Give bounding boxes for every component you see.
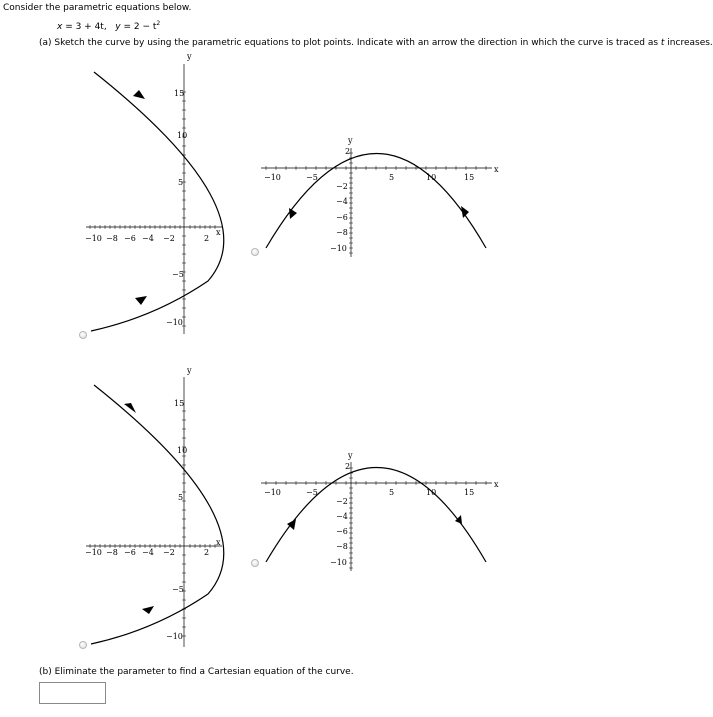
y-axis-label: y	[348, 136, 353, 145]
y-tick-label: −10	[166, 318, 183, 327]
y-tick-label: 10	[177, 446, 188, 455]
direction-arrow	[461, 206, 469, 218]
direction-arrow	[289, 208, 297, 219]
y-tick-label: 10	[177, 131, 188, 140]
x-tick-label: −5	[306, 173, 318, 182]
direction-arrow	[135, 296, 147, 305]
part-a-text-end: increases.	[664, 38, 713, 48]
x-tick-label: −10	[85, 548, 102, 557]
option-c-radio[interactable]	[79, 641, 87, 649]
eq-x-rhs: = 3 + 4t,	[62, 22, 107, 32]
y-tick-label: −5	[172, 585, 184, 594]
x-tick-label: −10	[264, 173, 281, 182]
y-tick-label: 5	[178, 493, 184, 502]
y-tick-label: 5	[178, 178, 184, 187]
y-tick-label: −2	[336, 182, 348, 191]
curve	[91, 385, 224, 644]
x-axis-label: x	[494, 480, 499, 489]
x-tick-label: −6	[124, 548, 136, 557]
x-tick-label: −6	[124, 234, 136, 243]
direction-arrow	[133, 90, 145, 99]
x-tick-label: 5	[389, 173, 395, 182]
y-tick-label: 15	[174, 399, 185, 408]
y-tick-label: −8	[336, 228, 348, 237]
x-tick-label: −10	[85, 234, 102, 243]
x-tick-label: −10	[264, 488, 281, 497]
y-tick-label: −5	[172, 270, 184, 279]
cartesian-equation-input[interactable]	[39, 682, 106, 704]
curve	[91, 72, 224, 331]
y-axis-label: y	[348, 451, 353, 460]
x-tick-label: 2	[204, 234, 210, 243]
part-b-prompt: (b) Eliminate the parameter to find a Cartesian equation of the curve.	[39, 667, 354, 677]
y-axis-label: y	[187, 366, 192, 375]
graph-option-d	[256, 450, 506, 575]
part-a-prompt	[39, 38, 713, 48]
y-tick-label: 2	[345, 462, 351, 471]
option-b-radio[interactable]	[251, 248, 259, 256]
x-tick-label: −8	[106, 548, 118, 557]
option-a-radio[interactable]	[79, 331, 87, 339]
x-tick-label: −8	[106, 234, 118, 243]
y-tick-label: 2	[345, 147, 351, 156]
graph-c-svg	[80, 365, 240, 655]
y-tick-label: −6	[336, 213, 348, 222]
x-tick-label: −4	[142, 548, 154, 557]
y-tick-label: −8	[336, 542, 348, 551]
part-a-text: (a) Sketch the curve by using the parametric equations to plot points. Indicate with an arrow the direction in which the curve is traced as	[39, 38, 661, 48]
x-tick-label: −4	[142, 234, 154, 243]
y-tick-label: −4	[336, 197, 348, 206]
y-tick-label: 15	[174, 89, 185, 98]
x-tick-label: 15	[464, 173, 475, 182]
y-tick-label: −2	[336, 497, 348, 506]
option-d-radio[interactable]	[251, 559, 259, 567]
graph-d-svg	[256, 450, 506, 575]
graph-option-b	[256, 136, 506, 261]
question-intro: Consider the parametric equations below.	[3, 3, 192, 13]
x-tick-label: 10	[426, 173, 437, 182]
x-tick-label: −2	[163, 234, 175, 243]
y-tick-label: −4	[336, 512, 348, 521]
x-tick-label: −5	[306, 488, 318, 497]
x-tick-label: −2	[163, 548, 175, 557]
eq-y-var: y	[115, 22, 121, 32]
graph-a-svg	[80, 52, 240, 342]
y-axis-label: y	[187, 52, 192, 61]
graph-option-a	[80, 52, 240, 342]
eq-y-rhs: = 2 − t	[120, 22, 157, 32]
graph-b-svg	[256, 136, 506, 261]
y-tick-label: −10	[330, 244, 347, 253]
x-axis-label: x	[216, 538, 221, 547]
part-a-t-var: t	[660, 38, 665, 48]
x-axis-label: x	[494, 165, 499, 174]
x-tick-label: 15	[464, 488, 475, 497]
x-axis-label: x	[216, 228, 221, 237]
y-tick-label: −6	[336, 527, 348, 536]
eq-x-var: x	[57, 22, 63, 32]
x-tick-label: 2	[204, 548, 210, 557]
y-tick-label: −10	[166, 632, 183, 641]
graph-option-c	[80, 365, 240, 655]
x-tick-label: 5	[389, 488, 395, 497]
direction-arrow	[142, 606, 154, 614]
y-tick-label: −10	[330, 558, 347, 567]
eq-y-exponent: 2	[156, 20, 161, 27]
parametric-equations	[57, 20, 160, 32]
x-tick-label: 10	[426, 488, 437, 497]
